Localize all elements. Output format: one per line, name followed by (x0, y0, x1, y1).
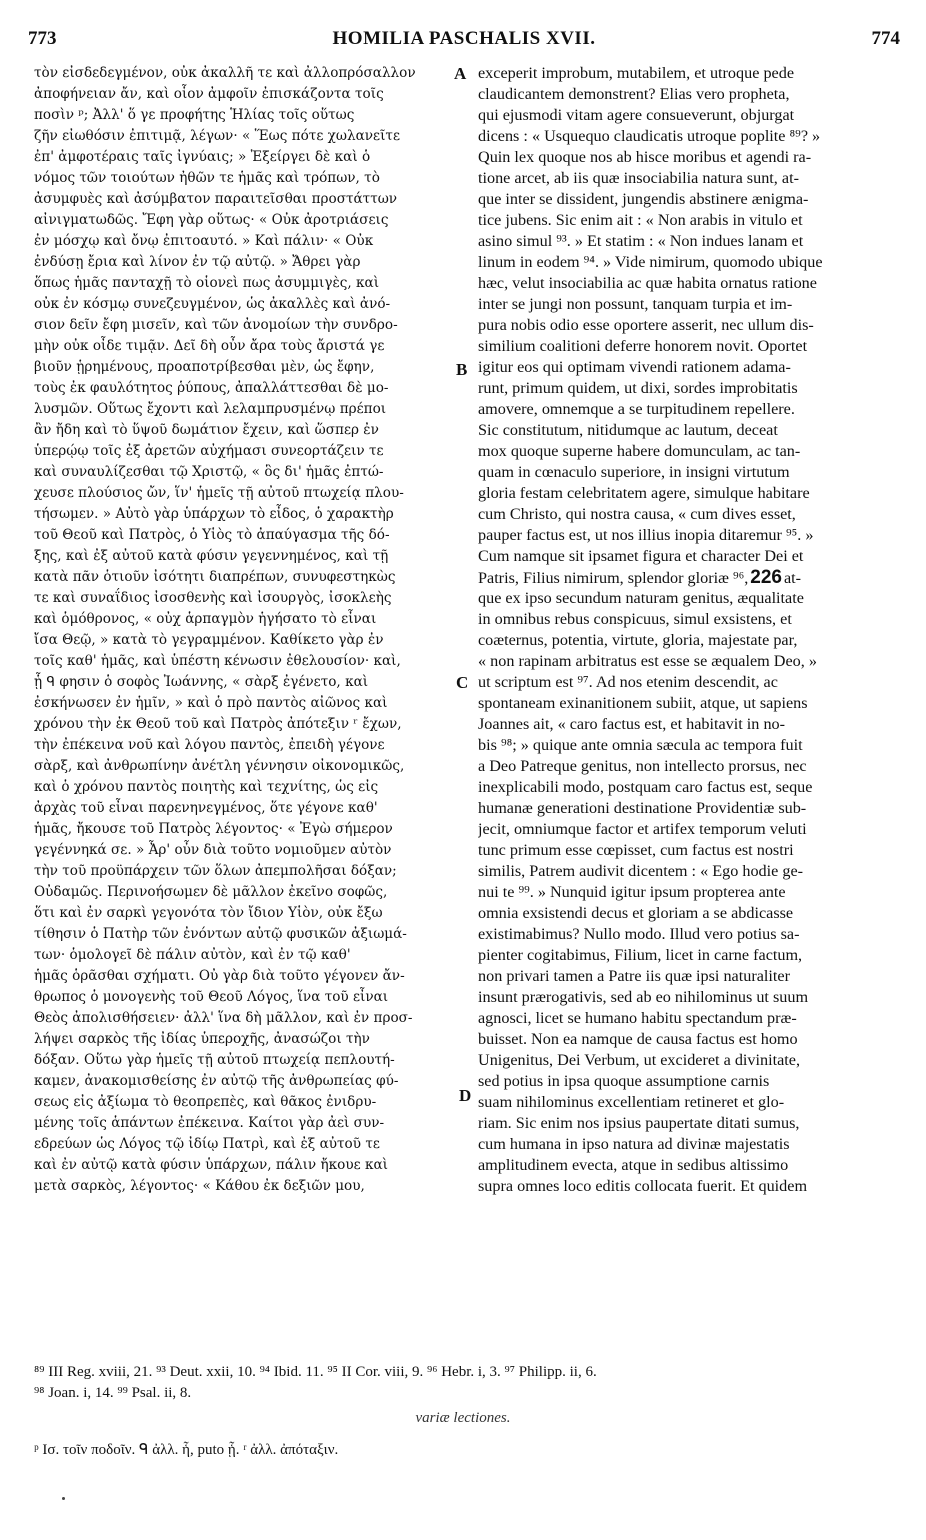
latin-text-line: humanæ generationi destinatione Providentiæ sub- (478, 799, 807, 817)
greek-text-line: δόξαν. Οὕτω γὰρ ἡμεῖς τῇ αὐτοῦ πτωχείᾳ πεπλουτή- (34, 1052, 395, 1068)
greek-text-line: τὴν ἐπέκεινα νοῦ καὶ λόγου παντὸς, ἐπειδὴ γέγονε (34, 737, 385, 753)
greek-text-line: ἂν ἤδη καὶ τὸ ὕψοῦ δωμάτιον ἔχειν, καὶ ὥσπερ ἐν (34, 422, 379, 438)
latin-column (478, 63, 896, 1197)
latin-text-line: igitur eos qui optimam vivendi rationem adama- (478, 358, 791, 376)
latin-text: at- (784, 569, 802, 587)
column-page-number: 226 (750, 567, 782, 588)
latin-text-line: spontaneam exinanitionem subiit, atque, ut sapiens (478, 694, 808, 712)
latin-text-line: omnia exsistendi decus et gloriam a se abdicasse (478, 904, 794, 922)
greek-text-line: ὅτι καὶ ἐν σαρκὶ γεγονότα τὸν ἴδιον Υἱὸν, οὐκ ἔξω (34, 905, 383, 921)
margin-marker-d: D (459, 1086, 472, 1105)
greek-text-line: καμεν, ἀνακομισθείσης ἐν αὐτῷ τῆς ἀνθρωπείας φύ- (34, 1073, 399, 1089)
greek-text-line: τοὺς ἐκ φαυλότητος ῥύπους, ἀπαλλάττεσθαι δὲ μο- (34, 380, 389, 396)
greek-text-line: ποσὶν ᵖ; Ἀλλ' ὅ γε προφήτης Ἡλίας τοῖς οὕτως (34, 107, 355, 123)
greek-text-line: ἐπ' ἀμφοτέραις ταῖς ἰγνύαις; » Ἐξείργει δὲ καὶ ὁ (34, 149, 371, 165)
greek-text-line: θρωπος ὁ μονογενὴς τοῦ Θεοῦ Λόγος, ἵνα τοῦ εἶναι (34, 989, 389, 1005)
greek-text-line: σεως εἰς ἀξίωμα τὸ θεοπρεπὲς, καὶ θᾶκος ἐνιδρυ- (34, 1094, 377, 1110)
running-title: HOMILIA PASCHALIS XVII. (332, 28, 596, 49)
latin-text-line: Cum namque sit ipsamet figura et character Dei et (478, 547, 804, 565)
latin-text-line: exceperit improbum, mutabilem, et utroque pede (478, 64, 795, 82)
greek-text-line: καὶ ἐν αὐτῷ κατὰ φύσιν ὑπάρχων, πάλιν ἤκουε καὶ (34, 1157, 388, 1173)
latin-text-line: Sic constitutum, nitidumque ac lautum, deceat (478, 421, 778, 439)
greek-column (34, 63, 454, 1197)
greek-text-line: σὰρξ, καὶ ἀνθρωπίνην ἀνέτλη γέννησιν οἰκονομικῶς, (34, 758, 405, 774)
variae-lectiones (34, 1440, 894, 1461)
latin-text-line: tione arcet, ab iis quæ insociabilia natura sunt, at- (478, 169, 799, 187)
greek-text-line: ᾗ ᑫ φησιν ὁ σοφὸς Ἰωάννης, « σὰρξ ἐγένετο, καὶ (34, 674, 369, 690)
latin-text-line: Quin lex quoque nos ab hisce moribus et agendi ra- (478, 148, 812, 166)
greek-text-line: ὑπερῴῳ τοῖς ἐξ ἀρετῶν αὐχήμασι συνεορτάζειν τε (34, 443, 384, 459)
greek-text-line: Οὐδαμῶς. Περινοήσωμεν δὲ μᾶλλον ἐκεῖνο σοφῶς, (34, 884, 388, 900)
latin-text-line: claudicantem demonstrent? Elias vero propheta, (478, 85, 790, 103)
margin-marker-c: C (456, 673, 469, 692)
greek-text-line: σιον δεῖν ἔφη μισεῖν, καὶ τῶν ἀνομοίων τὴν συνδρο- (34, 317, 398, 333)
greek-text-line: καὶ ὁ χρόνου παντὸς ποιητὴς καὶ τεχνίτης, ὡς εἰς (34, 779, 379, 795)
greek-text-line: μετὰ σαρκὸς, λέγοντος· « Κάθου ἐκ δεξιῶν μου, (34, 1178, 365, 1194)
latin-text-line: quam in cœnaculo superiore, in insigni virtutum (478, 463, 790, 481)
latin-text-line: mox quoque superne habere domunculam, ac tan- (478, 442, 801, 460)
greek-text-line: ξης, καὶ ἐξ αὐτοῦ κατὰ φύσιν γεγεννημένος, καὶ τῇ (34, 548, 389, 564)
greek-text-line: γεγέννηκά σε. » Ἆρ' οὖν διὰ τοῦτο νομιοῦμεν αὐτὸν (34, 842, 392, 858)
latin-text-line: tunc primum esse cœpisset, cum factus est nostri (478, 841, 794, 859)
greek-text-line: τὴν τοῦ προϋπάρχειν τῶν ὅλων ἀπεμπολῆσαι δόξαν; (34, 863, 397, 879)
footnote-line: ⁸⁹ III Reg. xviii, 21. ⁹³ Deut. xxii, 10. ⁹⁴ Ibid. 11. ⁹⁵ II Cor. viii, 9. ⁹⁶ Hebr. i, 3. ⁹⁷ Philipp. ii, 6. (34, 1364, 597, 1380)
latin-text-line: insunt prærogativis, sed ab eo nihilominus ut suum (478, 988, 809, 1006)
footnote-line: ⁹⁸ Joan. i, 14. ⁹⁹ Psal. ii, 8. (34, 1385, 192, 1401)
latin-text-line: « non rapinam arbitratus est esse se æqualem Deo, » (478, 652, 817, 670)
latin-text-line: hæc, velut insociabilia ac quæ habita ornatus ratione (478, 274, 817, 292)
greek-text-line: αἰνιγματωδῶς. Ἔφη γὰρ οὕτως· « Οὐκ ἀροτριάσεις (34, 212, 389, 228)
greek-text-line: οὐκ ἐν κόσμῳ συνεζευγμένον, ὡς ἀκαλλὲς καὶ ἀνό- (34, 296, 391, 312)
latin-text-line: cum humana in ipso natura ad divinæ majestatis (478, 1135, 790, 1153)
greek-text-line: ἐνδύσῃ ἔρια καὶ λίνον ἐν τῷ αὐτῷ. » Ἄθρει γὰρ (34, 254, 361, 270)
latin-text-line: bis ⁹⁸; » quique ante omnia sæcula ac tempora fuit (478, 736, 803, 754)
greek-text-line: Θεὸς ἀπολισθήσειεν· ἀλλ' ἵνα δὴ μᾶλλον, καὶ ἐν προσ- (34, 1010, 413, 1026)
latin-text-line: tice jubens. Sic enim ait : « Non arabis in vitulo et (478, 211, 803, 229)
latin-text-line: pura nobis odio esse oportere asserit, nec ullum dis- (478, 316, 814, 334)
latin-text-line: pienter cogitabimus, Filium, licet in carne factum, (478, 946, 803, 964)
latin-text-line: Joannes ait, « caro factus est, et habitavit in no- (478, 715, 786, 733)
latin-text-line: amovere, omnemque a se turpitudinem repellere. (478, 400, 795, 418)
latin-text-line: pauper factus est, ut nos illius inopia ditaremur ⁹⁵. » (478, 526, 814, 544)
latin-text-line: supra omnes loco editis collocata fuerit. Et quidem (478, 1177, 808, 1195)
greek-text-line: τοῦ Θεοῦ καὶ Πατρὸς, ὁ Υἱὸς τὸ ἀπαύγασμα τῆς δό- (34, 527, 390, 543)
page-header (28, 28, 900, 56)
latin-text-line: sed potius in ipsa quoque assumptione carnis (478, 1072, 770, 1090)
greek-text-line: ἡμᾶς ὁρᾶσθαι σχήματι. Οὐ γὰρ διὰ τοῦτο γέγονεν ἄν- (34, 968, 405, 984)
latin-text-line: suam nihilominus excellentiam retineret et glo- (478, 1093, 785, 1111)
greek-text-line: ἀποφήνειαν ἄν, καὶ οἷον ἀμφοῖν ἐπισκάζοντα τοῖς (34, 86, 384, 102)
latin-text-line (478, 567, 896, 588)
latin-text-line: similis, Patrem audivit dicentem : « Ego hodie ge- (478, 862, 804, 880)
greek-text-line: ἡμᾶς, ἤκουσε τοῦ Πατρὸς λέγοντος· « Ἐγὼ σήμερον (34, 821, 393, 837)
greek-text-line: τοῖς καθ' ἡμᾶς, καὶ ὑπέστη κένωσιν ἐθελουσίον· καὶ, (34, 653, 401, 669)
latin-text-line: in omnibus rebus conspicuus, simul exsistens, et (478, 610, 792, 628)
latin-text-line: cum Christo, qui nostra causa, « cum dives esset, (478, 505, 796, 523)
greek-text-line: λήψει σαρκὸς τῆς ἰδίας ὑπεροχῆς, ἀνασώζοι τὴν (34, 1031, 370, 1047)
latin-text-line: buisset. Non ea namque de causa factus est homo (478, 1030, 798, 1048)
latin-text-line: inter se jungi non possunt, tanquam turpia et im- (478, 295, 793, 313)
latin-text-line: Unigenitus, Dei Verbum, ut excideret a divinitate, (478, 1051, 801, 1069)
greek-text-line: τήσωμεν. » Αὐτὸ γὰρ ὑπάρχων τὸ εἶδος, ὁ χαρακτὴρ (34, 506, 394, 522)
greek-text-line: τε καὶ συναΐδιος ἰσοσθενὴς καὶ ἰσουργὸς, ἰσοκλεὴς (34, 590, 392, 606)
greek-text-line: χευσε πλούσιος ὤν, ἵν' ἡμεῖς τῇ αὐτοῦ πτωχείᾳ πλου- (34, 485, 404, 501)
greek-text-line: νόμος τῶν τοιούτων ἠθῶν τε ἡμᾶς καὶ τρόπων, τὸ (34, 170, 380, 186)
greek-text-line: μὴν οὐκ οἶδε τιμᾷν. Δεῖ δὴ οὖν ἄρα τοὺς ἄριστά γε (34, 338, 385, 354)
greek-text-line: των· ὁμολογεῖ δὲ πάλιν αὐτὸν, καὶ ἐν τῷ καθ' (34, 947, 351, 963)
latin-text-line: que inter se dissident, jungendis abstinere ænigma- (478, 190, 809, 208)
greek-text-line: ἀρχὰς τοῦ εἶναι παρενηνεγμένος, ὅτε γέγονε καθ' (34, 800, 378, 816)
latin-text-line: que ex ipso secundum naturam genitus, æqualitate (478, 589, 804, 607)
latin-text-line: jecit, omniumque factor et artifex temporum veluti (478, 820, 807, 838)
latin-text-line: runt, primum quidem, ut dixi, sordes improbitatis (478, 379, 798, 397)
page-number-right: 774 (871, 28, 900, 49)
latin-text-line: non privari tamen a Patre iis quæ ipsi naturaliter (478, 967, 790, 985)
greek-text-line: κατὰ πᾶν ὁτιοῦν ἰσότητι διαπρέπων, συνυφεστηκὼς (34, 569, 396, 585)
greek-text-line: ἐσκήνωσεν ἐν ἡμῖν, » καὶ ὁ πρὸ παντὸς αἰῶνος καὶ (34, 695, 388, 711)
latin-text-line: a Deo Patreque genitus, non intellecto prorsus, nec (478, 757, 807, 775)
greek-text-line: χρόνου τὴν ἐκ Θεοῦ τοῦ καὶ Πατρὸς ἀπότεξιν ʳ ἔχων, (34, 716, 402, 732)
variae-lectiones-title: variæ lectiones. (415, 1410, 511, 1426)
latin-text-line: riam. Sic enim nos ipsius paupertate ditati sumus, (478, 1114, 800, 1132)
latin-text-line: gloria festam celebritatem agere, simulque habitare (478, 484, 810, 502)
greek-text-line: τὸν εἰσδεδεγμένον, οὐκ ἀκαλλῆ τε καὶ ἀλλοπρόσαλλον (34, 65, 416, 81)
greek-text-line: ἀσυμφυὲς καὶ ἀσύμβατον παραιτεῖσθαι προστάττων (34, 191, 398, 207)
greek-text-line: τίθησιν ὁ Πατὴρ τῶν ἐνόντων αὐτῷ φυσικῶν ἀξιωμά- (34, 926, 407, 942)
latin-text-line: inexplicabili modo, postquam caro factus est, seque (478, 778, 813, 796)
greek-text-line: ζῆν εἰωθόσιν ἐπιτιμᾷ, λέγων· « Ἕως πότε χωλανεῖτε (34, 128, 400, 144)
greek-text-line: λυσμῶν. Οὕτως ἔχοντι καὶ λελαμπρυσμένῳ πρέποι (34, 401, 387, 417)
margin-marker-a: A (454, 64, 467, 83)
greek-text-line: μένης τοῖς ἁπάντων ἐπέκεινα. Καίτοι γὰρ ἀεὶ συν- (34, 1115, 385, 1131)
latin-text-line: agnosci, licet se humano habitu spectandum præ- (478, 1009, 797, 1027)
latin-text-line: dicens : « Usquequo claudicatis utroque poplite ⁸⁹? » (478, 127, 821, 145)
greek-text-line: ὅπως ἡμᾶς πανταχῇ τὸ οἱονεὶ πως ἀσυμμιγὲς, καὶ (34, 275, 380, 291)
latin-text-line: existimabimus? Nullo modo. Illud vero potius sa- (478, 925, 800, 943)
latin-text-line: nui te ⁹⁹. » Nunquid igitur ipsum propterea ante (478, 883, 786, 901)
latin-text-line: amplitudinem evecta, atque in sedibus altissimo (478, 1156, 789, 1174)
latin-text-line: linum in eodem ⁹⁴. » Vide nimirum, quomodo ubique (478, 253, 823, 271)
latin-text-line: ut scriptum est ⁹⁷. Ad nos etenim descendit, ac (478, 673, 778, 691)
latin-text: Patris, Filius nimirum, splendor gloriæ ⁹⁶, (478, 569, 749, 587)
page-number-left: 773 (28, 28, 57, 49)
margin-marker-b: B (456, 360, 468, 379)
footnotes (34, 1362, 894, 1404)
latin-text-line: coæternus, potentia, virtute, gloria, majestate par, (478, 631, 798, 649)
greek-text-line: καὶ συναυλίζεσθαι τῷ Χριστῷ, « ὃς δι' ἡμᾶς ἐπτώ- (34, 464, 384, 480)
latin-text-line: qui ejusmodi vitam agere consueverunt, objurgat (478, 106, 795, 124)
greek-text-line: ἴσα Θεῷ, » κατὰ τὸ γεγραμμένον. Καθίκετο γὰρ ἐν (34, 632, 384, 648)
greek-text-line: ἐν μόσχῳ καὶ ὄνῳ ἐπιτοαυτό. » Καὶ πάλιν· « Οὐκ (34, 233, 374, 249)
greek-text-line: καὶ ὁμόθρονος, « οὐχ ἁρπαγμὸν ἡγήσατο τὸ εἶναι (34, 611, 377, 627)
greek-text-line: βιοῦν ᾑρημένους, προαποτρίβεσθαι μὲν, ὡς ἔφην, (34, 359, 375, 375)
greek-text-line: εδρεύων ὡς Λόγος τῷ ἰδίῳ Πατρὶ, καὶ ἐξ αὐτοῦ τε (34, 1136, 380, 1152)
latin-text-line: similium coalitioni deferre honorem novit. Oportet (478, 337, 808, 355)
variae-lectiones-line: ᵖ Ισ. τοῖν ποδοῖν. ᑫ ἀλλ. ἧ, puto ᾗ. ʳ ἀλλ. ἀπόταξιν. (34, 1442, 339, 1458)
latin-text-line: asino simul ⁹³. » Et statim : « Non indues lanam et (478, 232, 804, 250)
print-speck (62, 1497, 65, 1500)
